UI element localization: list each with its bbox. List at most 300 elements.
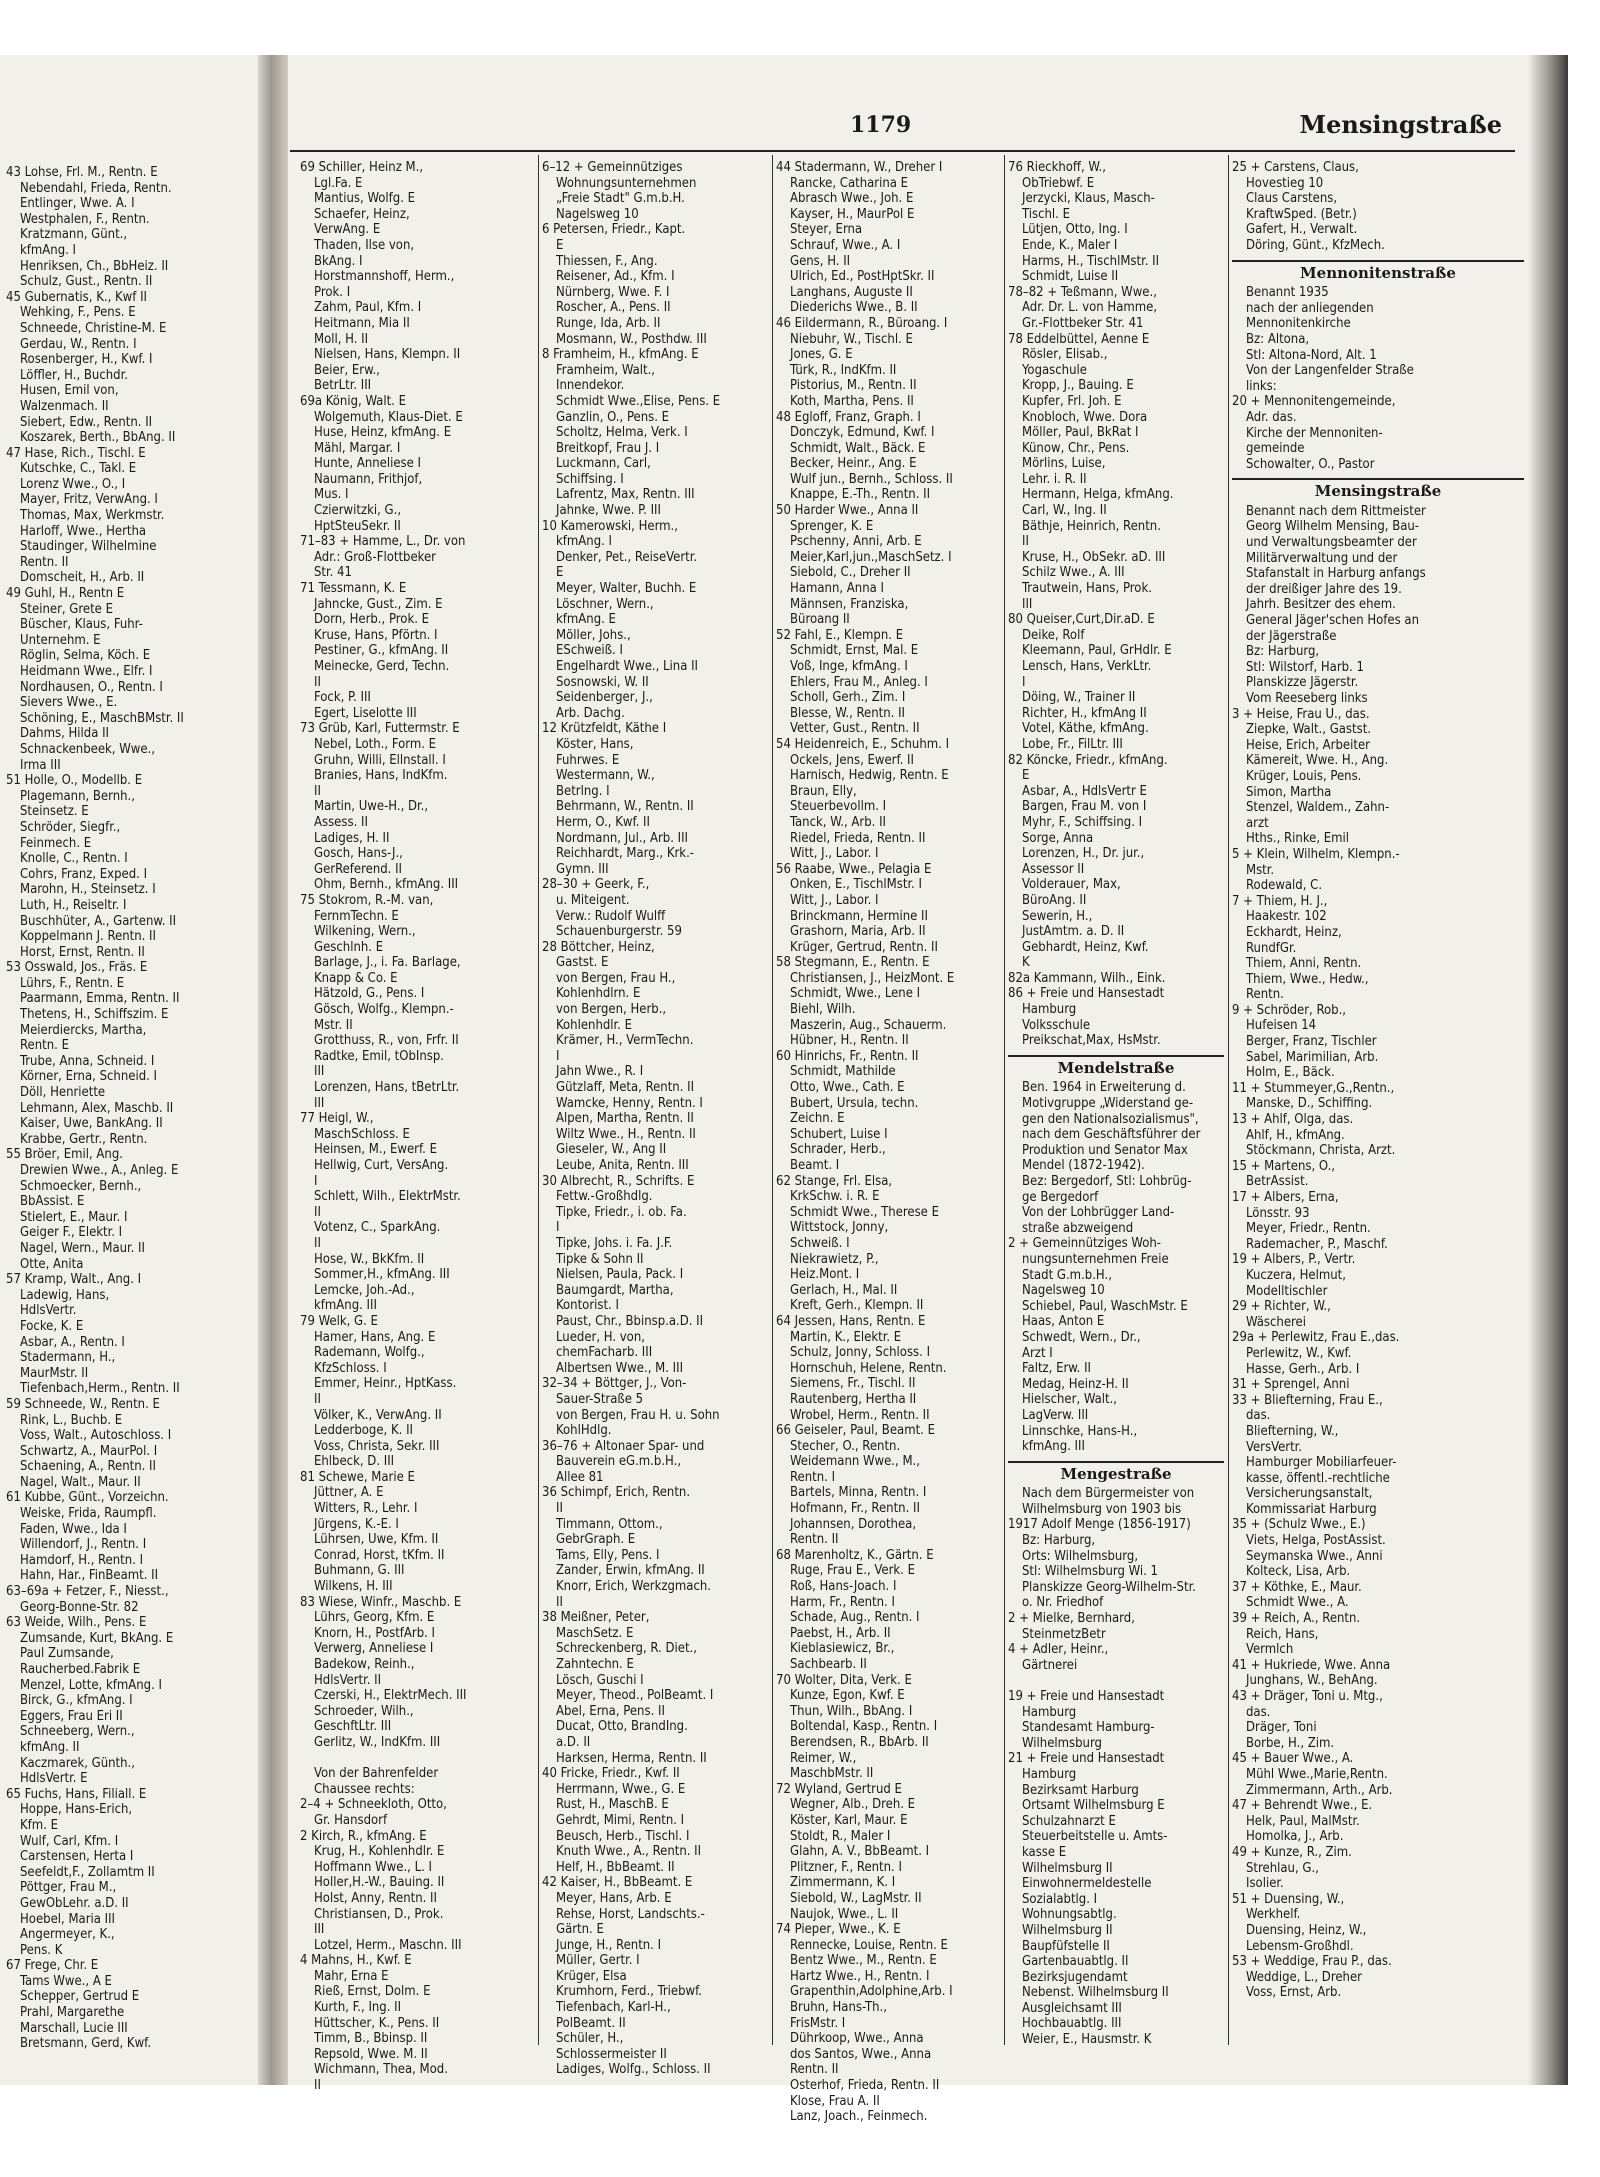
- directory-line: Tiefenbach,Herm., Rentn. II: [20, 1381, 180, 1397]
- directory-line: Medag, Heinz-H. II: [1022, 1376, 1129, 1392]
- directory-line: Nagelsweg 10: [1022, 1283, 1105, 1299]
- directory-line: Schwartz, A., MaurPol. I: [20, 1443, 158, 1459]
- directory-line: General Jäger'schen Hofes an: [1246, 613, 1419, 629]
- directory-line: Müller, Gertr. I: [556, 1953, 640, 1969]
- page-edge: [1528, 55, 1568, 2085]
- directory-line: Gärtn. E: [556, 1922, 604, 1938]
- directory-line: Weddige, L., Dreher: [1246, 1969, 1362, 1985]
- directory-line: Beusch, Herb., Tischl. I: [556, 1828, 690, 1844]
- directory-line: Gerlach, H., Mal. II: [790, 1282, 898, 1298]
- directory-line: Wittstock, Jonny,: [790, 1220, 889, 1236]
- directory-line: RundfGr.: [1246, 940, 1297, 956]
- directory-line: 42 Kaiser, H., BbBeamt. E: [542, 1875, 693, 1891]
- column-2: [542, 160, 768, 2078]
- directory-line: II: [314, 1391, 321, 1407]
- directory-line: Gützlaff, Meta, Rentn. II: [556, 1080, 695, 1096]
- directory-line: Krämer, H., VermTechn.: [556, 1033, 694, 1049]
- directory-line: Lemcke, Joh.-Ad.,: [314, 1282, 415, 1298]
- directory-line: Myhr, F., Schiffsing. I: [1022, 814, 1143, 830]
- directory-line: Paarmann, Emma, Rentn. II: [20, 991, 180, 1007]
- directory-line: Kurth, F., Ing. II: [314, 2000, 402, 2016]
- directory-line: kfmAng. I: [556, 534, 612, 550]
- directory-line: Lönsstr. 93: [1246, 1205, 1310, 1221]
- directory-line: I: [556, 1220, 560, 1236]
- directory-line: 83 Wiese, Winfr., Maschb. E: [300, 1594, 462, 1610]
- directory-line: Thun, Wilh., BbAng. I: [790, 1703, 913, 1719]
- directory-line: Walzenmach. II: [20, 398, 109, 414]
- directory-line: Allee 81: [556, 1469, 604, 1485]
- directory-line: Kaczmarek, Günth.,: [20, 1755, 135, 1771]
- directory-line: Lebensm-Großhdl.: [1246, 1938, 1354, 1954]
- directory-line: Arzt I: [1022, 1345, 1053, 1361]
- directory-line: Georg-Bonne-Str. 82: [20, 1599, 139, 1615]
- directory-line: Steuerbevollm. I: [790, 799, 887, 815]
- directory-line: Stöckmann, Christa, Arzt.: [1246, 1143, 1396, 1159]
- directory-line: 3 + Heise, Frau U., das.: [1232, 706, 1370, 722]
- directory-line: 63 Weide, Wilh., Pens. E: [6, 1615, 147, 1631]
- directory-line: Köster, Hans,: [556, 736, 634, 752]
- directory-line: Ausgleichsamt III: [1022, 2000, 1122, 2016]
- directory-line: Bez: Bergedorf, Stl: Lohbrüg-: [1022, 1174, 1192, 1189]
- directory-line: Betrlng. I: [556, 783, 610, 799]
- directory-line: 37 + Köthke, E., Maur.: [1232, 1579, 1362, 1595]
- directory-line: Stl: Wilstorf, Harb. 1: [1246, 659, 1364, 675]
- directory-line: Produktion und Senator Max: [1022, 1142, 1188, 1158]
- directory-line: Lührsen, Uwe, Kfm. II: [314, 1532, 439, 1548]
- directory-line: Plitzner, F., Rentn. I: [790, 1859, 902, 1875]
- directory-line: kfmAng. III: [314, 1298, 377, 1314]
- directory-line: Militärverwaltung und der: [1246, 550, 1398, 566]
- directory-line: Fuhrwes. E: [556, 752, 620, 768]
- column-5: [1232, 160, 1524, 2060]
- directory-line: Cohrs, Franz, Exped. I: [20, 866, 148, 882]
- directory-line: Schneeberg, Wern.,: [20, 1724, 135, 1740]
- directory-line: Schnackenbeek, Wwe.,: [20, 741, 155, 757]
- directory-line: Rodewald, C.: [1246, 878, 1323, 894]
- directory-line: Rieß, Ernst, Dolm. E: [314, 1984, 431, 2000]
- directory-line: Buschhüter, A., Gartenw. II: [20, 913, 177, 929]
- directory-line: Siebold, C., Dreher II: [790, 565, 911, 581]
- directory-line: Stecher, O., Rentn.: [790, 1438, 901, 1454]
- directory-line: Seymanska Wwe., Anni: [1246, 1548, 1383, 1564]
- directory-line: 60 Hinrichs, Fr., Rentn. II: [776, 1048, 919, 1064]
- directory-line: Motivgruppe „Widerstand ge-: [1022, 1096, 1194, 1112]
- directory-line: Dührkoop, Wwe., Anna: [790, 2031, 924, 2047]
- directory-line: Brinckmann, Hermine II: [790, 908, 928, 924]
- directory-line: Hoebel, Maria III: [20, 1911, 115, 1927]
- directory-line: 55 Bröer, Emil, Ang.: [6, 1147, 123, 1163]
- directory-line: Knuth Wwe., A., Rentn. II: [556, 1844, 702, 1860]
- directory-line: Wrobel, Herm., Rentn. II: [790, 1407, 930, 1423]
- directory-line: Steyer, Erna: [790, 222, 863, 238]
- directory-line: Becker, Heinr., Ang. E: [790, 456, 917, 472]
- column-3: [776, 160, 1000, 2125]
- directory-line: 61 Kubbe, Günt., Vorzeichn.: [6, 1490, 169, 1506]
- directory-line: 43 Lohse, Frl. M., Rentn. E: [6, 165, 158, 180]
- directory-line: Bretsmann, Gerd, Kwf.: [20, 2036, 152, 2052]
- directory-line: Radtke, Emil, tObInsp.: [314, 1048, 444, 1064]
- directory-line: Mosmann, W., Posthdw. III: [556, 331, 707, 347]
- directory-line: Thiem, Anni, Rentn.: [1246, 956, 1362, 972]
- directory-line: Luth, H., Reiseltr. I: [20, 897, 127, 913]
- directory-line: Wulf, Carl, Kfm. I: [20, 1833, 119, 1849]
- directory-line: Bezirksjugendamt: [1022, 1969, 1128, 1985]
- directory-line: Rentn. II: [790, 2062, 839, 2078]
- directory-line: Hasse, Gerh., Arb. I: [1246, 1361, 1360, 1377]
- directory-line: 57 Kramp, Walt., Ang. I: [6, 1272, 142, 1288]
- directory-line: Drewien Wwe., A., Anleg. E: [20, 1163, 179, 1178]
- header-rule: [290, 150, 1515, 152]
- directory-line: III: [314, 1922, 325, 1938]
- directory-line: Osterhof, Frieda, Rentn. II: [790, 2078, 940, 2094]
- directory-line: Vetter, Gust., Rentn. II: [790, 721, 920, 737]
- directory-line: FernmTechn. E: [314, 908, 399, 924]
- directory-line: 28–30 + Geerk, F.,: [542, 877, 650, 893]
- directory-line: Dräger, Toni: [1246, 1720, 1317, 1736]
- directory-line: kfmAng. II: [20, 1739, 80, 1755]
- directory-line: Sozialabtlg. I: [1022, 1891, 1098, 1907]
- directory-line: Abrasch Wwe., Joh. E: [790, 191, 914, 207]
- directory-line: 8 Framheim, H., kfmAng. E: [542, 347, 699, 363]
- directory-line: Claus Carstens,: [1246, 191, 1338, 207]
- directory-line: Rademann, Wolfg.,: [314, 1345, 425, 1361]
- directory-line: Möller, Paul, BkRat I: [1022, 425, 1139, 441]
- directory-line: Ende, K., Maler I: [1022, 237, 1118, 253]
- directory-line: Kutschke, C., Takl. E: [20, 461, 137, 477]
- directory-line: Schneede, Christine-M. E: [20, 320, 167, 336]
- directory-line: Sievers Wwe., E.: [20, 695, 118, 711]
- directory-line: Perlewitz, W., Kwf.: [1246, 1345, 1352, 1361]
- directory-line: Willendorf, J., Rentn. I: [20, 1537, 147, 1553]
- directory-line: nach dem Geschäftsführer der: [1022, 1127, 1201, 1143]
- directory-line: Rautenberg, Hertha II: [790, 1391, 917, 1407]
- directory-line: Sorge, Anna: [1022, 830, 1094, 846]
- directory-line: Schmidt Wwe., A.: [1246, 1595, 1349, 1611]
- column-rule: [1228, 155, 1229, 2045]
- directory-line: Yogaschule: [1022, 362, 1087, 378]
- directory-line: a.D. II: [556, 1734, 591, 1750]
- directory-line: Röglin, Selma, Köch. E: [20, 648, 151, 664]
- directory-line: Manske, D., Schiffing.: [1246, 1096, 1373, 1112]
- column-1: [300, 160, 532, 2094]
- directory-line: Zahm, Paul, Kfm. I: [314, 300, 422, 316]
- directory-line: 33 + Bliefterning, Frau E.,: [1232, 1392, 1383, 1408]
- directory-line: kfmAng. I: [20, 242, 76, 258]
- directory-line: Krug, H., Kohlenhdlr. E: [314, 1844, 445, 1860]
- directory-line: Assessor II: [1022, 861, 1085, 877]
- directory-line: Albertsen Wwe., M. III: [556, 1360, 684, 1376]
- directory-line: Angermeyer, K.,: [20, 1927, 115, 1943]
- directory-line: 31 + Sprengel, Anni: [1232, 1377, 1350, 1393]
- directory-line: Ganzlin, O., Pens. E: [556, 409, 670, 425]
- directory-line: Bliefterning, W.,: [1246, 1423, 1339, 1439]
- directory-line: kfmAng. E: [556, 612, 616, 628]
- directory-line: Behrmann, W., Rentn. II: [556, 799, 694, 815]
- directory-line: BbAssist. E: [20, 1194, 85, 1210]
- directory-line: Grotthuss, R., von, Frfr. II: [314, 1033, 459, 1049]
- directory-line: Wilhelmsburg von 1903 bis: [1022, 1501, 1182, 1517]
- directory-line: Schüler, H.,: [556, 2031, 624, 2047]
- directory-line: Stl: Altona-Nord, Alt. 1: [1246, 347, 1377, 363]
- directory-line: und Verwaltungsbeamter der: [1246, 535, 1417, 551]
- directory-line: Jahn Wwe., R. I: [556, 1064, 644, 1080]
- directory-line: Hellwig, Curt, VersAng.: [314, 1158, 449, 1173]
- directory-line: Volderauer, Max,: [1022, 877, 1121, 893]
- directory-line: Kfm. E: [20, 1817, 58, 1833]
- directory-line: Martin, K., Elektr. E: [790, 1329, 902, 1345]
- directory-line: Koszarek, Berth., BbAng. II: [20, 430, 176, 446]
- directory-line: Jones, G. E: [790, 347, 853, 363]
- directory-line: Hamdorf, H., Rentn. I: [20, 1552, 144, 1568]
- directory-line: nach der anliegenden: [1246, 300, 1374, 316]
- directory-line: Gens, H. II: [790, 253, 851, 269]
- directory-line: von Bergen, Frau H. u. Sohn: [556, 1407, 720, 1423]
- directory-line: Thomas, Max, Werkmstr.: [20, 508, 165, 524]
- left-page-fragment: [6, 165, 256, 2065]
- directory-line: KrkSchw. i. R. E: [790, 1189, 880, 1205]
- directory-line: Knobloch, Wwe. Dora: [1022, 409, 1148, 425]
- directory-line: II: [314, 783, 321, 799]
- directory-line: Hielscher, Walt.,: [1022, 1392, 1118, 1408]
- directory-line: Kolteck, Lisa, Arb.: [1246, 1564, 1351, 1580]
- directory-line: Voss, Christa, Sekr. III: [314, 1438, 440, 1454]
- directory-line: Zumsande, Kurt, BkAng. E: [20, 1630, 174, 1646]
- directory-line: GerReferend. II: [314, 861, 402, 877]
- directory-line: Gr. Hansdorf: [314, 1812, 388, 1828]
- directory-line: Kontorist. I: [556, 1298, 619, 1314]
- directory-line: Bz: Harburg,: [1246, 644, 1320, 660]
- directory-line: Nagel, Wern., Maur. II: [20, 1240, 145, 1256]
- directory-line: 45 + Bauer Wwe., A.: [1232, 1751, 1354, 1767]
- directory-line: 4 + Adler, Heinr.,: [1008, 1642, 1109, 1658]
- directory-line: 79 Welk, G. E: [300, 1313, 378, 1329]
- directory-line: Rancke, Catharina E: [790, 175, 909, 191]
- directory-line: Gastst. E: [556, 955, 609, 971]
- directory-line: Kirche der Mennoniten-: [1246, 425, 1383, 441]
- directory-line: Versicherungsanstalt,: [1246, 1486, 1373, 1502]
- directory-line: Stoldt, R., Maler I: [790, 1828, 891, 1844]
- directory-line: Entlinger, Wwe. A. I: [20, 196, 135, 212]
- directory-line: 39 + Reich, A., Rentn.: [1232, 1611, 1361, 1627]
- directory-line: Nielsen, Hans, Klempn. II: [314, 347, 461, 363]
- directory-line: Paul Zumsande,: [20, 1646, 114, 1662]
- directory-line: 69 Schiller, Heinz M.,: [300, 160, 424, 175]
- directory-line: Roß, Hans-Joach. I: [790, 1579, 897, 1595]
- directory-line: Knorr, Erich, Werkzgmach.: [556, 1579, 712, 1595]
- directory-line: Naujok, Wwe., L. II: [790, 1906, 899, 1922]
- directory-line: Assess. II: [314, 814, 368, 830]
- directory-line: Harms, H., TischlMstr. II: [1022, 253, 1160, 269]
- directory-line: Rademacher, P., Maschf.: [1246, 1236, 1388, 1252]
- directory-line: Steuerbeitstelle u. Amts-: [1022, 1829, 1168, 1845]
- directory-line: Reisener, Ad., Kfm. I: [556, 269, 675, 285]
- directory-line: Weidemann Wwe., M.,: [790, 1454, 920, 1470]
- directory-line: 58 Stegmann, E., Rentn. E: [776, 955, 930, 971]
- directory-line: Donczyk, Edmund, Kwf. I: [790, 425, 935, 441]
- directory-line: Ockels, Jens, Ewerf. II: [790, 752, 914, 768]
- directory-line: 72 Wyland, Gertrud E: [776, 1781, 902, 1797]
- directory-line: Mendel (1872-1942).: [1022, 1158, 1145, 1174]
- directory-line: Blesse, W., Rentn. II: [790, 705, 905, 721]
- directory-line: Pestiner, G., kfmAng. II: [314, 643, 449, 659]
- directory-line: Langhans, Auguste II: [790, 284, 913, 300]
- directory-line: Beier, Erw.,: [314, 362, 380, 378]
- directory-line: Voß, Inge, kfmAng. I: [790, 659, 908, 674]
- directory-line: Wegner, Alb., Dreh. E: [790, 1797, 916, 1813]
- directory-line: E: [556, 237, 564, 253]
- directory-line: Schlossermeister II: [556, 2046, 667, 2062]
- directory-line: Schaening, A., Rentn. II: [20, 1459, 156, 1475]
- directory-line: HdlsVertr. II: [314, 1672, 382, 1688]
- directory-line: Ortsamt Wilhelmsburg E: [1022, 1798, 1165, 1814]
- directory-line: Feinmech. E: [20, 835, 92, 851]
- directory-line: 53 + Weddige, Frau P., das.: [1232, 1954, 1392, 1970]
- directory-line: Hose, W., BkKfm. II: [314, 1251, 425, 1267]
- directory-line: MaschSchloss. E: [314, 1126, 410, 1142]
- directory-line: Lensch, Hans, VerkLtr.: [1022, 659, 1152, 674]
- directory-line: dos Santos, Wwe., Anna: [790, 2046, 932, 2062]
- directory-line: Rennecke, Louise, Rentn. E: [790, 1937, 948, 1953]
- directory-line: II: [556, 1594, 563, 1610]
- directory-line: Nielsen, Paula, Pack. I: [556, 1267, 684, 1283]
- directory-line: Otto, Wwe., Cath. E: [790, 1080, 905, 1096]
- directory-line: 81 Schewe, Marie E: [300, 1469, 415, 1485]
- directory-line: straße abzweigend: [1022, 1220, 1134, 1236]
- directory-line: PolBeamt. II: [556, 2015, 626, 2031]
- directory-line: Schade, Aug., Rentn. I: [790, 1610, 920, 1626]
- directory-line: 32–34 + Böttger, J., Von-: [542, 1376, 687, 1392]
- directory-line: 45 Gubernatis, K., Kwf II: [6, 289, 147, 305]
- directory-line: Seefeldt,F., Zollamtm II: [20, 1864, 155, 1880]
- directory-line: 75 Stokrom, R.-M. van,: [300, 892, 434, 908]
- directory-line: Niekrawietz, P.,: [790, 1251, 879, 1267]
- directory-line: Tanck, W., Arb. II: [790, 814, 886, 830]
- directory-line: 86 + Freie und Hansestadt: [1008, 986, 1165, 1002]
- directory-line: Reichhardt, Marg., Krk.-: [556, 846, 695, 862]
- directory-line: Emmer, Heinr., HptKass.: [314, 1376, 457, 1392]
- directory-line: Holm, E., Bäck.: [1246, 1065, 1335, 1081]
- directory-line: Pschenny, Anni, Arb. E: [790, 534, 922, 550]
- directory-line: Koppelmann J. Rentn. II: [20, 929, 156, 945]
- directory-line: Arb. Dachg.: [556, 705, 625, 721]
- directory-line: 49 + Kunze, R., Zim.: [1232, 1844, 1352, 1860]
- directory-line: Votel, Käthe, kfmAng.: [1022, 721, 1149, 737]
- directory-line: Eggers, Frau Eri II: [20, 1708, 123, 1724]
- directory-line: 17 + Albers, Erna,: [1232, 1190, 1339, 1205]
- directory-line: Rentn. II: [790, 1532, 839, 1548]
- directory-line: Pistorius, M., Rentn. II: [790, 378, 917, 394]
- directory-line: Hamburger Mobiliarfeuer-: [1246, 1455, 1397, 1471]
- directory-line: Hths., Rinke, Emil: [1246, 831, 1350, 847]
- directory-line: Schulzahnarzt E: [1022, 1813, 1116, 1829]
- directory-line: Wolgemuth, Klaus-Diet. E: [314, 409, 463, 425]
- directory-line: Wichmann, Thea, Mod.: [314, 2062, 448, 2078]
- directory-line: Framheim, Walt.,: [556, 362, 655, 378]
- directory-line: Harloff, Wwe., Hertha: [20, 523, 147, 539]
- directory-line: Conrad, Horst, tKfm. II: [314, 1547, 445, 1563]
- column-4: [1008, 160, 1224, 2060]
- directory-line: Schmidt, Ernst, Mal. E: [790, 643, 919, 659]
- directory-line: Johannsen, Dorothea,: [790, 1516, 917, 1532]
- directory-line: Klose, Frau A. II: [790, 2093, 880, 2109]
- directory-line: Westphalen, F., Rentn.: [20, 211, 150, 227]
- directory-line: Carl, W., Ing. II: [1022, 503, 1107, 519]
- directory-line: Plagemann, Bernh.,: [20, 788, 135, 804]
- directory-line: Holst, Anny, Rentn. II: [314, 1890, 437, 1906]
- directory-line: Stadermann, H.,: [20, 1350, 116, 1366]
- directory-line: Schubert, Luise I: [790, 1126, 888, 1142]
- directory-line: Schulz, Gust., Rentn. II: [20, 274, 153, 290]
- directory-line: u. Miteigent.: [556, 892, 630, 908]
- directory-line: ObTriebwf. E: [1022, 175, 1095, 191]
- directory-line: Planskizze Georg-Wilhelm-Str.: [1022, 1579, 1196, 1595]
- directory-line: Mstr.: [1246, 862, 1275, 878]
- directory-line: Grashorn, Maria, Arb. II: [790, 924, 926, 940]
- directory-line: Hahn, Har., FinBeamt. II: [20, 1568, 159, 1584]
- directory-line: Birck, G., kfmAng. I: [20, 1693, 133, 1709]
- directory-line: Isolier.: [1246, 1876, 1284, 1892]
- directory-line: Engelhardt Wwe., Lina II: [556, 659, 698, 674]
- directory-line: arzt: [1246, 815, 1269, 831]
- directory-line: Von der Bahrenfelder: [314, 1766, 439, 1782]
- directory-line: 9 + Schröder, Rob.,: [1232, 1002, 1347, 1018]
- directory-line: Mörlins, Luise,: [1022, 456, 1106, 472]
- directory-line: Hamburg: [1022, 1002, 1077, 1018]
- directory-line: Meyer, Walter, Buchh. E: [556, 581, 697, 597]
- directory-line: Niebuhr, W., Tischl. E: [790, 331, 913, 347]
- directory-line: Kropp, J., Bauing. E: [1022, 378, 1134, 394]
- directory-line: HdlsVertr.: [20, 1303, 77, 1319]
- directory-line: 5 + Klein, Wilhelm, Klempn.-: [1232, 846, 1400, 862]
- directory-line: 35 + (Schulz Wwe., E.): [1232, 1517, 1366, 1533]
- directory-line: Hermann, Helga, kfmAng.: [1022, 487, 1174, 503]
- directory-line: Planskizze Jägerstr.: [1246, 675, 1359, 691]
- street-heading: Mengestraße: [1008, 1461, 1224, 1483]
- page-header: [290, 108, 1520, 148]
- directory-line: Ziepke, Walt., Gastst.: [1246, 722, 1371, 738]
- directory-line: Sauer-Straße 5: [556, 1391, 644, 1407]
- directory-line: 65 Fuchs, Hans, Filiall. E: [6, 1786, 147, 1802]
- directory-line: Hamer, Hans, Ang. E: [314, 1329, 436, 1345]
- directory-line: 56 Raabe, Wwe., Pelagia E: [776, 861, 932, 877]
- directory-line: Kuczera, Helmut,: [1246, 1267, 1346, 1283]
- directory-line: Krüger, Gertrud, Rentn. II: [790, 939, 938, 955]
- directory-line: Rentn.: [1246, 987, 1284, 1003]
- directory-line: Volksschule: [1022, 1017, 1091, 1033]
- directory-line: Zeichn. E: [790, 1111, 845, 1127]
- directory-line: Nordhausen, O., Rentn. I: [20, 679, 163, 695]
- directory-line: 36 Schimpf, Erich, Rentn.: [542, 1485, 691, 1501]
- directory-line: Tams, Elly, Pens. I: [556, 1547, 660, 1563]
- directory-line: Bartels, Minna, Rentn. I: [790, 1485, 927, 1501]
- directory-line: der dreißiger Jahre des 19.: [1246, 581, 1402, 597]
- directory-line: Nordmann, Jul., Arb. III: [556, 830, 688, 846]
- directory-line: Trube, Anna, Schneid. I: [20, 1053, 155, 1069]
- directory-line: Rentn. E: [20, 1038, 69, 1054]
- directory-line: Kleemann, Paul, GrHdlr. E: [1022, 643, 1172, 659]
- directory-line: 11 + Stummeyer,G.,Rentn.,: [1232, 1080, 1395, 1096]
- directory-line: Lanz, Joach., Feinmech.: [790, 2109, 928, 2125]
- directory-line: Menzel, Lotte, kfmAng. I: [20, 1677, 162, 1693]
- directory-line: Homolka, J., Arb.: [1246, 1829, 1344, 1845]
- directory-line: 73 Grüb, Karl, Futtermstr. E: [300, 721, 460, 737]
- directory-line: Moll, H. II: [314, 331, 369, 347]
- directory-line: 2 Kirch, R., kfmAng. E: [300, 1828, 427, 1844]
- directory-line: Heise, Erich, Arbeiter: [1246, 737, 1370, 753]
- directory-line: Otte, Anita: [20, 1256, 84, 1272]
- directory-line: nungsunternehmen Freie: [1022, 1251, 1169, 1267]
- directory-line: Sachbearb. II: [790, 1657, 867, 1672]
